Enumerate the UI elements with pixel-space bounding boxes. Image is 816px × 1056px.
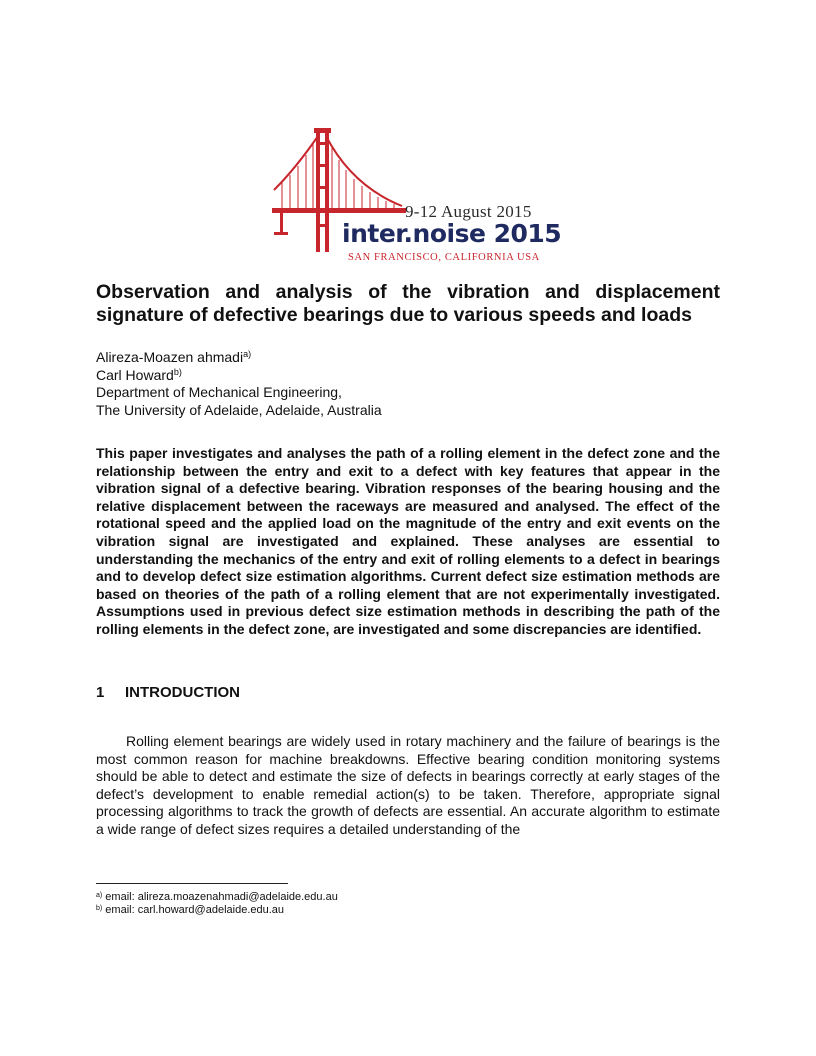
footnote-email: email: alireza.moazenahmadi@adelaide.edu.au	[105, 891, 338, 903]
footnote-email: email: carl.howard@adelaide.edu.au	[105, 904, 285, 916]
section-title: INTRODUCTION	[125, 684, 240, 701]
introduction-paragraph: Rolling element bearings are widely used in rotary machinery and the failure of bearings is the most common reason for machine breakdowns. Effective bearing condition monitoring systems should be able to detect and estimate the size of defects in bearings correctly at early stages of the defect’s development to enable remedial action(s) to be taken. Therefore, appropriate signal processing algorithms to track the growth of defects are essential. An accurate algorithm to estimate a wide range of defect sizes requires a detailed understanding of the	[96, 733, 720, 837]
department: Department of Mechanical Engineering,	[96, 384, 342, 400]
conference-logo	[272, 128, 562, 268]
abstract: This paper investigates and analyses the path of a rolling element in the defect zone and the relationship between the entry and exit to a defect with key features that appear in the vibration signal of a defective bearing. Vibration responses of the bearing housing and the relative displacement between the raceways are measured and analysed. The effect of the rotational speed and the applied load on the magnitude of the entry and exit events on the vibration signal are investigated and explained. These analyses are essential to understanding the mechanics of the entry and exit of rolling elements to a defect in bearings and to develop defect size estimation algorithms. Current defect size estimation methods are based on theories of the path of a rolling element that are not experimentally investigated. Assumptions used in previous defect size estimation methods in describing the path of the rolling elements in the defect zone, are investigated and some discrepancies are identified.	[96, 445, 720, 637]
paper-title-line-1: Observation and analysis of the vibration and displacement	[96, 281, 720, 303]
section-number: 1	[96, 684, 105, 701]
footnote-2	[96, 904, 338, 917]
author-1	[96, 349, 696, 367]
conference-location: SAN FRANCISCO, CALIFORNIA USA	[348, 252, 540, 263]
footnote-1	[96, 891, 338, 904]
author-2	[96, 367, 696, 385]
author-mark: a)	[243, 349, 252, 359]
author-mark: b)	[173, 366, 182, 377]
university: The University of Adelaide, Adelaide, Australia	[96, 401, 382, 418]
footnotes	[96, 891, 338, 917]
footnote-mark: a)	[96, 892, 103, 899]
conference-date: 9-12 August 2015	[405, 202, 532, 221]
paper-title-line-2: signature of defective bearings due to various speeds and loads	[96, 304, 692, 326]
author-block	[96, 349, 696, 419]
paper-title	[96, 281, 720, 327]
footnote-divider	[96, 883, 288, 884]
section-heading	[96, 684, 240, 701]
author-name: Carl Howard	[96, 366, 174, 383]
footnote-mark: b)	[96, 905, 103, 912]
conference-name: inter.noise 2015	[342, 219, 562, 248]
author-name: Alireza-Moazen ahmadi	[96, 349, 244, 365]
